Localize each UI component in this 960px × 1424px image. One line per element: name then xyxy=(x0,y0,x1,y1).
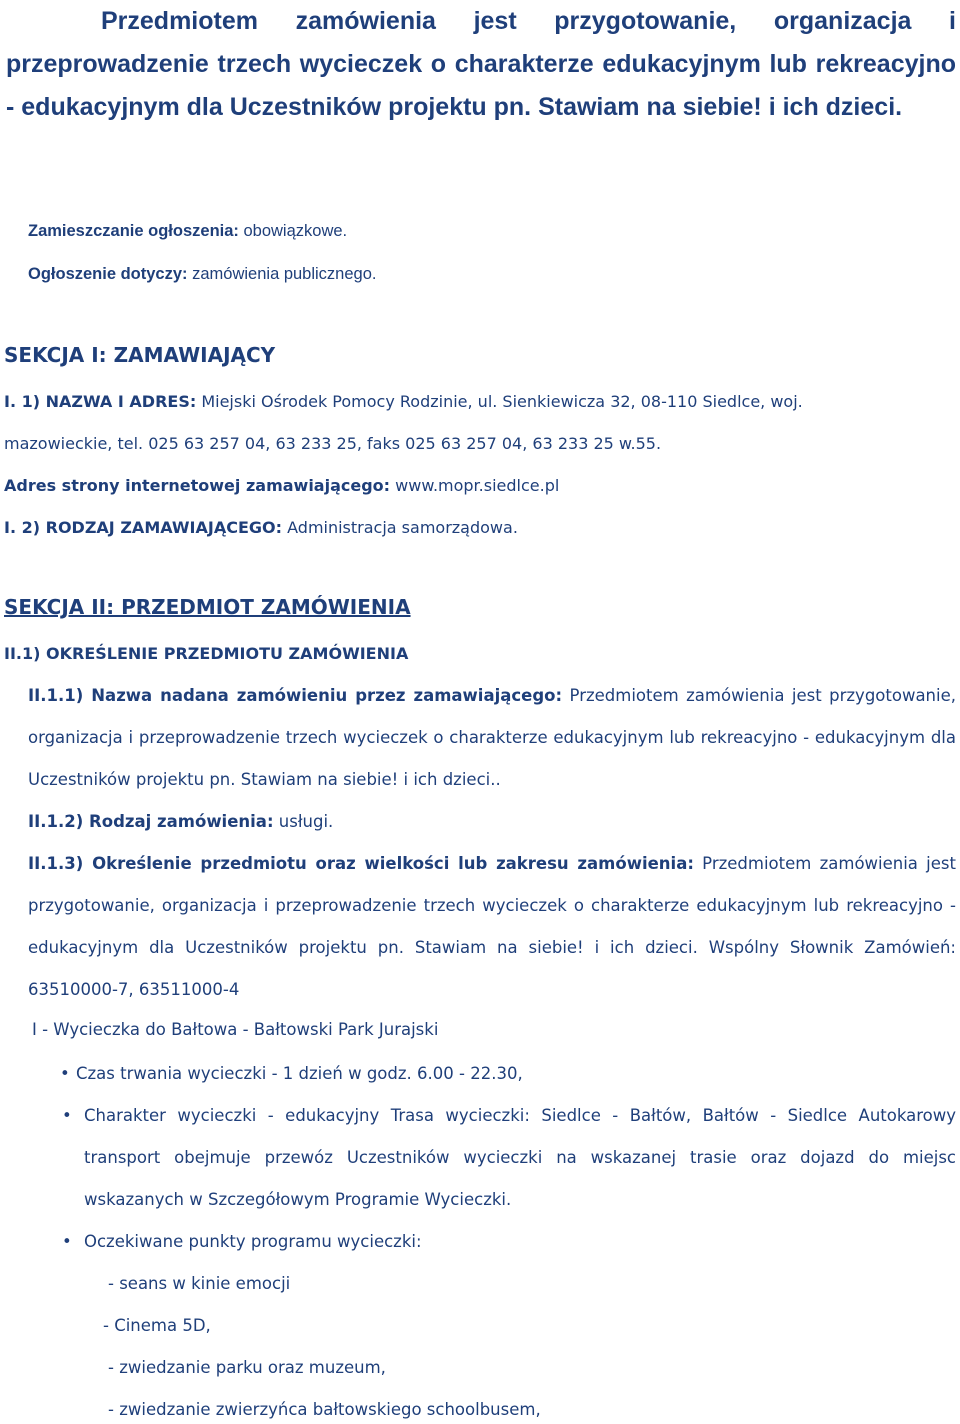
list-item xyxy=(60,1095,956,1221)
program-point: - Cinema 5D, xyxy=(103,1316,211,1335)
item-3-paragraph xyxy=(28,843,956,1011)
name-address-label: I. 1) NAZWA I ADRES: xyxy=(4,392,197,411)
item-1-value: Przedmiotem zamówienia jest przygotowanie, organizacja i przeprowadzenie trzech wycieczek o charakterze edukacyjnym lub rekreacyjno - edukacyjnym dla Uczestników projektu pn. Stawiam na siebie! i ich dzieci.. xyxy=(28,686,956,789)
document-title: Przedmiotem zamówienia jest przygotowanie, organizacja i przeprowadzenie trzech wycieczek o charakterze edukacyjnym lub rekreacyjno - edukacyjnym dla Uczestników projektu pn. Stawiam na siebie! i ich dzieci. xyxy=(6,7,956,121)
concerns-value: zamówienia publicznego. xyxy=(187,265,377,283)
bullet-text: Oczekiwane punkty programu wycieczki: xyxy=(84,1232,422,1251)
website-value: www.mopr.siedlce.pl xyxy=(390,476,560,495)
bullet-text: Charakter wycieczki - edukacyjny Trasa wycieczki: Siedlce - Bałtów, Bałtów - Siedlce Autokarowy transport obejmuje przewóz Uczestników wycieczki na wskazanej trasie oraz dojazd do miejsc wskazanych w Szczegółowym Programie Wycieczki. xyxy=(84,1106,956,1209)
program-point: - seans w kinie emocji xyxy=(108,1274,291,1293)
list-item xyxy=(60,1053,956,1095)
program-point: - zwiedzanie parku oraz muzeum, xyxy=(108,1358,386,1377)
item-2-label: II.1.2) Rodzaj zamówienia: xyxy=(28,812,274,831)
bullet-icon: • xyxy=(62,1232,72,1251)
section-1-heading: SEKCJA I: ZAMAWIAJĄCY xyxy=(4,343,276,367)
item-1-paragraph xyxy=(28,675,956,801)
item-3-label: II.1.3) Określenie przedmiotu oraz wielkości lub zakresu zamówienia: xyxy=(28,854,694,873)
bullet-icon: • xyxy=(60,1064,70,1083)
name-address-line xyxy=(4,392,803,411)
name-address-value: Miejski Ośrodek Pomocy Rodzinie, ul. Sienkiewicza 32, 08-110 Siedlce, woj. xyxy=(196,392,803,411)
bullet-icon: • xyxy=(62,1106,72,1125)
website-label: Adres strony internetowej zamawiającego: xyxy=(4,476,391,495)
item-2-line xyxy=(28,812,333,831)
item-1-label: II.1.1) Nazwa nadana zamówieniu przez zamawiającego: xyxy=(28,686,563,705)
website-line xyxy=(4,476,559,495)
contracting-type-line xyxy=(4,518,518,537)
concerns-label: Ogłoszenie dotyczy: xyxy=(28,265,188,283)
contracting-type-label: I. 2) RODZAJ ZAMAWIAJĄCEGO: xyxy=(4,518,283,537)
posting-label: Zamieszczanie ogłoszenia: xyxy=(28,222,239,240)
posting-value: obowiązkowe. xyxy=(238,222,348,240)
contracting-type-value: Administracja samorządowa. xyxy=(282,518,518,537)
bullet-text: Czas trwania wycieczki - 1 dzień w godz. 6.00 - 22.30, xyxy=(76,1064,523,1083)
item-3-value: Przedmiotem zamówienia jest przygotowanie, organizacja i przeprowadzenie trzech wycieczek o charakterze edukacyjnym lub rekreacyjno - edukacyjnym dla Uczestników projektu pn. Stawiam na siebie! i ich dzieci. Wspólny Słownik Zamówień: 63510000-7, 63511000-4 xyxy=(28,854,956,999)
program-point: - zwiedzanie zwierzyńca bałtowskiego schoolbusem, xyxy=(108,1400,541,1419)
item-2-value: usługi. xyxy=(273,812,334,831)
name-address-line-2: mazowieckie, tel. 025 63 257 04, 63 233 25, faks 025 63 257 04, 63 233 25 w.55. xyxy=(4,434,662,453)
trip-heading: I - Wycieczka do Bałtowa - Bałtowski Park Jurajski xyxy=(32,1020,439,1039)
list-item xyxy=(60,1221,956,1263)
section-2-subheading: II.1) OKREŚLENIE PRZEDMIOTU ZAMÓWIENIA xyxy=(4,644,409,663)
concerns-line xyxy=(28,265,376,284)
posting-line xyxy=(28,222,347,241)
section-2-heading: SEKCJA II: PRZEDMIOT ZAMÓWIENIA xyxy=(4,595,411,619)
